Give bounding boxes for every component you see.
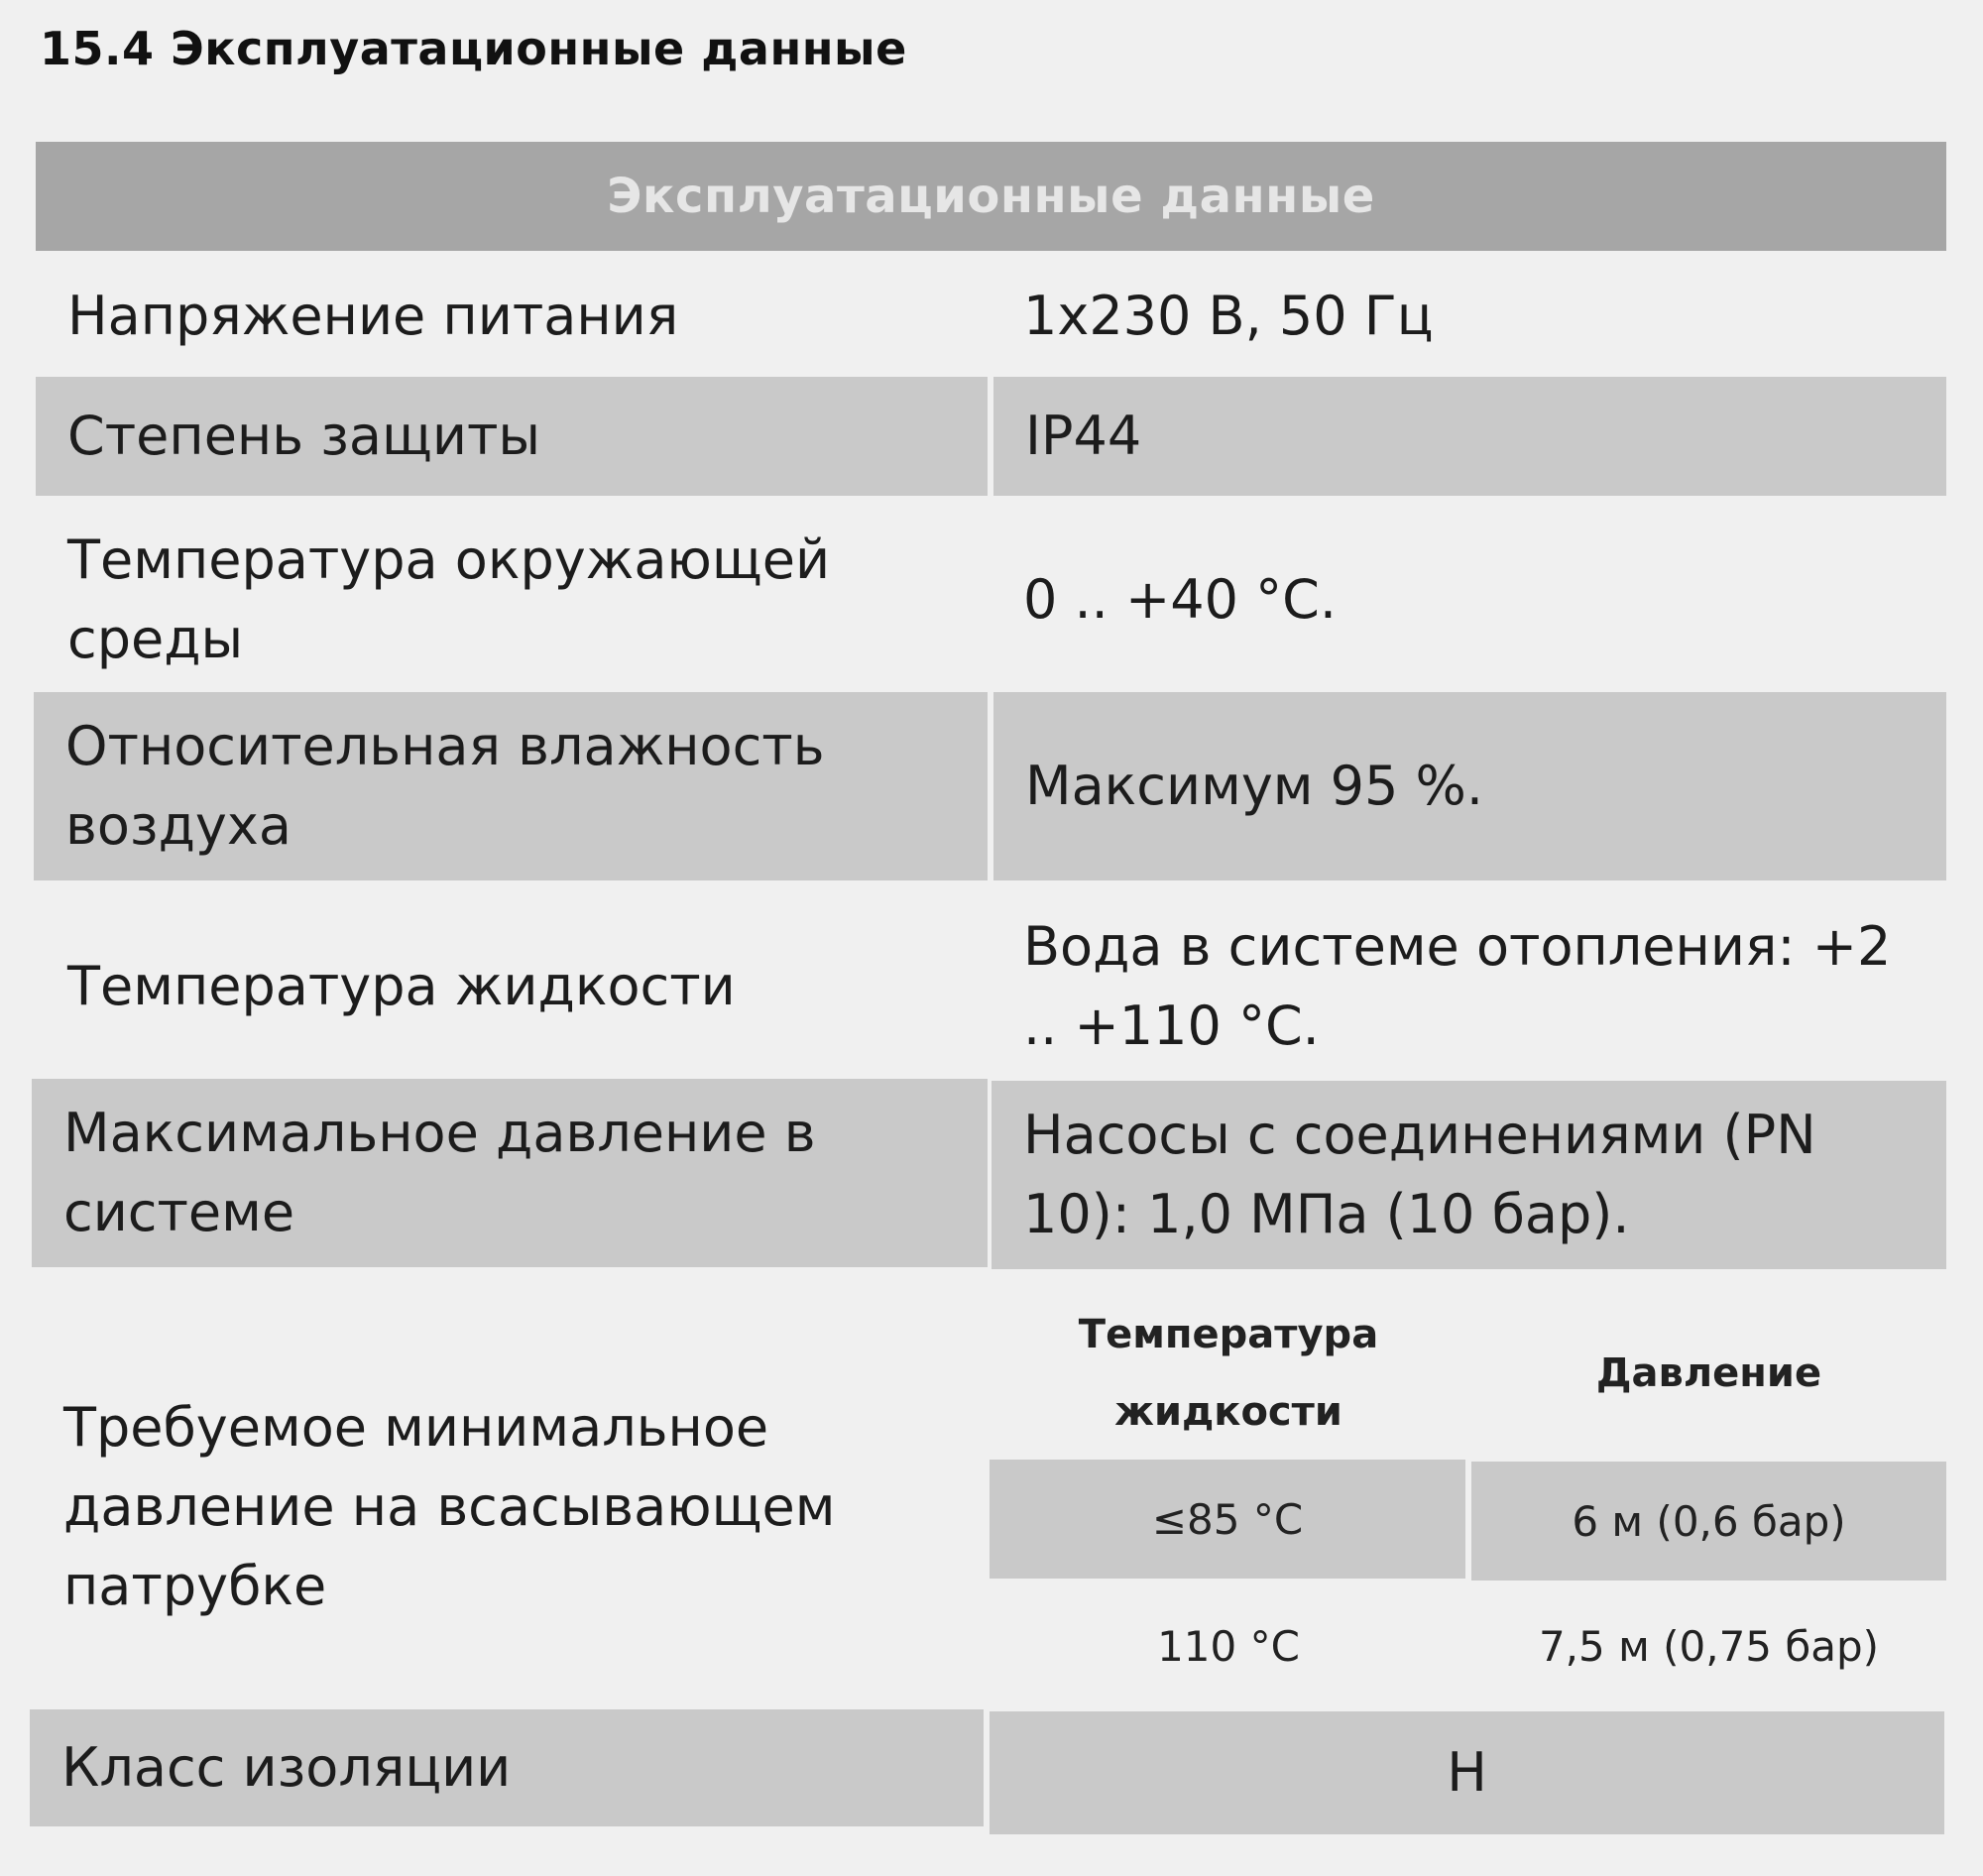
row-label-min-suction-pressure	[32, 1289, 988, 1725]
table-header-label: Эксплуатационные данные	[607, 169, 1375, 224]
row-label-ambient-temperature	[36, 516, 988, 684]
value-text: Вода в системе отопления: +2 .. +110 °C.	[1023, 915, 1892, 1057]
value-text: 1x230 В, 50 Гц	[1023, 285, 1434, 347]
label-text: Требуемое минимальное давление на всасывающем патрубке	[63, 1396, 836, 1617]
value-text: Насосы с соединениями (PN 10): 1,0 МПа (10 бар).	[1023, 1104, 1816, 1245]
subcell-text: 6 м (0,6 бар)	[1572, 1496, 1846, 1546]
subcell-text: 7,5 м (0,75 бар)	[1538, 1621, 1880, 1671]
value-text: H	[1447, 1741, 1487, 1804]
row-value-liquid-temperature	[992, 902, 1946, 1071]
row-label-max-system-pressure	[32, 1079, 988, 1267]
row-value-supply-voltage	[992, 258, 1946, 375]
label-text: Класс изоляции	[61, 1736, 512, 1799]
subtable-cell-temp-2	[992, 1586, 1465, 1705]
row-value-protection-class	[993, 377, 1946, 496]
subtable-header-pressure	[1471, 1289, 1946, 1458]
row-label-liquid-temperature	[36, 902, 988, 1071]
row-label-insulation-class	[30, 1709, 984, 1826]
label-text: Температура окружающей среды	[67, 528, 831, 670]
row-label-relative-humidity	[34, 692, 988, 880]
subheader-text: Температура жидкости	[1078, 1312, 1379, 1435]
value-text: 0 .. +40 °C.	[1023, 568, 1338, 631]
row-value-relative-humidity	[993, 692, 1946, 880]
section-title: 15.4 Эксплуатационные данные	[40, 22, 907, 75]
subtable-cell-temp-1	[990, 1460, 1465, 1579]
row-label-protection-class	[36, 377, 988, 496]
subheader-text: Давление	[1595, 1350, 1822, 1396]
label-text: Относительная влажность воздуха	[65, 715, 825, 857]
subcell-text: ≤85 °C	[1151, 1494, 1304, 1544]
label-text: Напряжение питания	[67, 285, 679, 347]
subtable-cell-pressure-1	[1471, 1462, 1946, 1581]
label-text: Температура жидкости	[67, 955, 736, 1017]
subtable-header-liquid-temperature	[992, 1289, 1465, 1458]
subtable-cell-pressure-2	[1471, 1586, 1946, 1705]
label-text: Максимальное давление в системе	[63, 1102, 816, 1243]
label-text: Степень защиты	[67, 405, 541, 467]
subcell-text: 110 °C	[1157, 1621, 1300, 1671]
row-value-insulation-class	[990, 1711, 1944, 1834]
value-text: IP44	[1025, 405, 1142, 467]
value-text: Максимум 95 %.	[1025, 755, 1484, 817]
row-value-max-system-pressure	[992, 1081, 1946, 1269]
row-label-supply-voltage	[36, 258, 988, 375]
table-header	[36, 142, 1946, 251]
row-value-ambient-temperature	[992, 516, 1946, 684]
